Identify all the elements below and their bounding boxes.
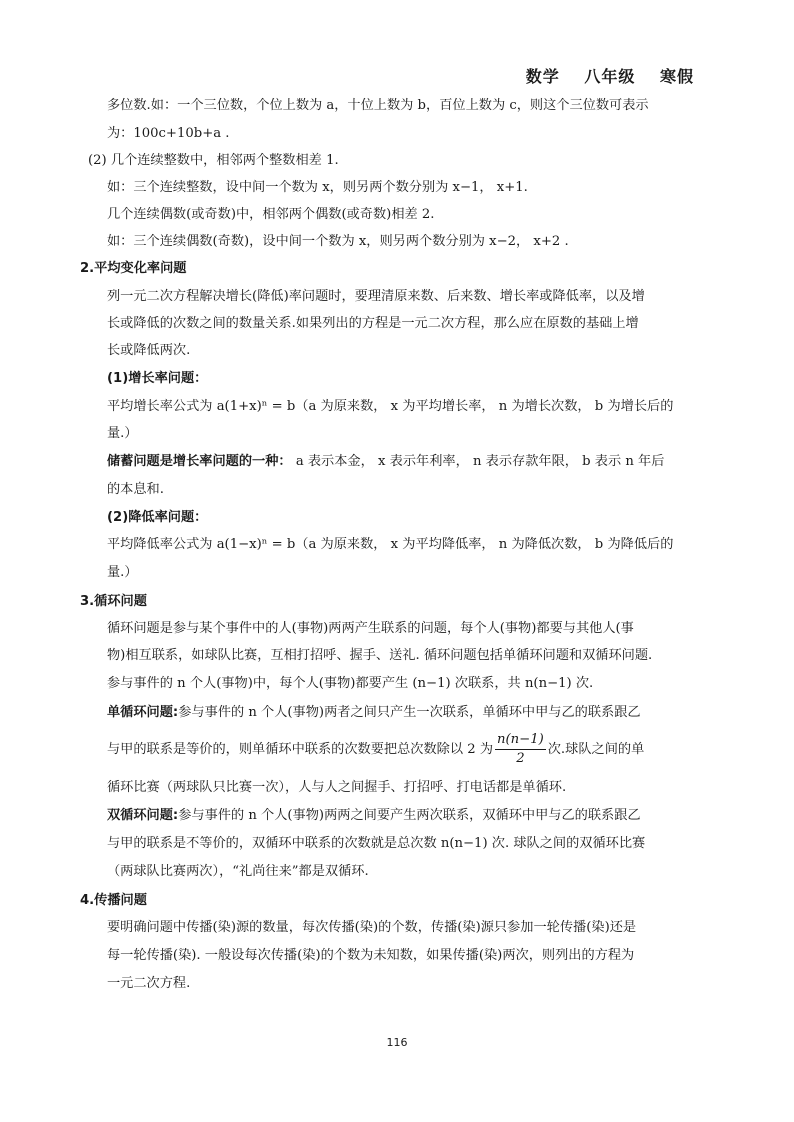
text-line: 参与事件的 n 个人(事物)中，每个人(事物)都要产生 (n−1) 次联系，共 n(n−1) 次. bbox=[107, 676, 594, 691]
section-title: 4.传播问题 bbox=[80, 893, 147, 908]
text-line: 列一元二次方程解决增长(降低)率问题时，要理清原来数、后来数、增长率或降低率，以及增 bbox=[107, 289, 645, 304]
text-line: 如：三个连续偶数(奇数)，设中间一个数为 x，则另两个数分别为 x−2， x+2 . bbox=[107, 234, 569, 249]
text-line: 长或降低两次. bbox=[107, 343, 191, 358]
text-line: 多位数.如：一个三位数，个位上数为 a，十位上数为 b，百位上数为 c，则这个三位数可表示 bbox=[107, 98, 649, 113]
emphasis-text: 双循环问题: bbox=[107, 808, 179, 823]
text-line: 平均降低率公式为 a(1−x)ⁿ = b（a 为原来数， x 为平均降低率， n 为降低次数， b 为降低后的 bbox=[107, 537, 674, 552]
fraction-numerator: n(n−1) bbox=[495, 731, 546, 750]
text-line: （两球队比赛两次），“礼尚往来”都是双循环. bbox=[107, 864, 369, 879]
text-fragment: a 表示本金， x 表示年利率， n 表示存款年限， b 表示 n 年后 bbox=[291, 454, 665, 469]
text-fragment: 与甲的联系是等价的，则单循环中联系的次数要把总次数除以 2 为 bbox=[107, 742, 494, 757]
emphasis-text: 单循环问题: bbox=[107, 705, 179, 720]
text-line: 要明确问题中传播(染)源的数量，每次传播(染)的个数，传播(染)源只参加一轮传播(染)还是 bbox=[107, 920, 637, 935]
header-subject: 数学 bbox=[525, 67, 560, 86]
fraction-denominator: 2 bbox=[516, 751, 525, 766]
page-header bbox=[508, 64, 694, 87]
text-line: 平均增长率公式为 a(1+x)ⁿ = b（a 为原来数， x 为平均增长率， n 为增长次数， b 为增长后的 bbox=[107, 399, 674, 414]
header-grade: 八年级 bbox=[584, 67, 636, 86]
text-fragment: 次.球队之间的单 bbox=[547, 742, 645, 757]
text-line: 如：三个连续整数，设中间一个数为 x，则另两个数分别为 x−1， x+1. bbox=[107, 180, 528, 195]
header-term: 寒假 bbox=[659, 67, 694, 86]
text-fragment: 参与事件的 n 个人(事物)两者之间只产生一次联系，单循环中甲与乙的联系跟乙 bbox=[178, 705, 641, 720]
text-line bbox=[107, 731, 644, 768]
section-title: 2.平均变化率问题 bbox=[80, 261, 187, 276]
text-line bbox=[107, 452, 664, 472]
emphasis-text: 储蓄问题是增长率问题的一种： bbox=[107, 454, 292, 469]
text-line: 的本息和. bbox=[107, 482, 164, 497]
text-line: 量.） bbox=[107, 565, 138, 580]
text-line: 量.） bbox=[107, 426, 138, 441]
text-line bbox=[107, 806, 641, 826]
section-title: 3.循环问题 bbox=[80, 594, 147, 609]
page-number: 116 bbox=[386, 1036, 408, 1049]
text-line: 与甲的联系是不等价的，双循环中联系的次数就是总次数 n(n−1) 次. 球队之间的双循环比赛 bbox=[107, 836, 646, 851]
text-line: 循环比赛（两球队只比赛一次），人与人之间握手、打招呼、打电话都是单循环. bbox=[107, 780, 567, 795]
text-line: 物)相互联系，如球队比赛，互相打招呼、握手、送礼. 循环问题包括单循环问题和双循环问题. bbox=[107, 648, 653, 663]
text-line: 几个连续偶数(或奇数)中，相邻两个偶数(或奇数)相差 2. bbox=[107, 207, 435, 222]
text-fragment: 参与事件的 n 个人(事物)两两之间要产生两次联系，双循环中甲与乙的联系跟乙 bbox=[178, 808, 641, 823]
text-line: 每一轮传播(染). 一般设每次传播(染)的个数为未知数，如果传播(染)两次，则列出的方程为 bbox=[107, 948, 635, 963]
subsection-title: (1)增长率问题： bbox=[107, 371, 208, 386]
text-line: 为：100c+10b+a . bbox=[107, 126, 230, 141]
text-line: 一元二次方程. bbox=[107, 976, 191, 991]
text-line: (2) 几个连续整数中，相邻两个整数相差 1. bbox=[88, 153, 339, 168]
subsection-title: (2)降低率问题： bbox=[107, 510, 208, 525]
text-line: 长或降低的次数之间的数量关系.如果列出的方程是一元二次方程，那么应在原数的基础上增 bbox=[107, 316, 639, 331]
text-line: 循环问题是参与某个事件中的人(事物)两两产生联系的问题，每个人(事物)都要与其他人(事 bbox=[107, 621, 634, 636]
fraction bbox=[495, 731, 546, 768]
text-line bbox=[107, 703, 641, 723]
